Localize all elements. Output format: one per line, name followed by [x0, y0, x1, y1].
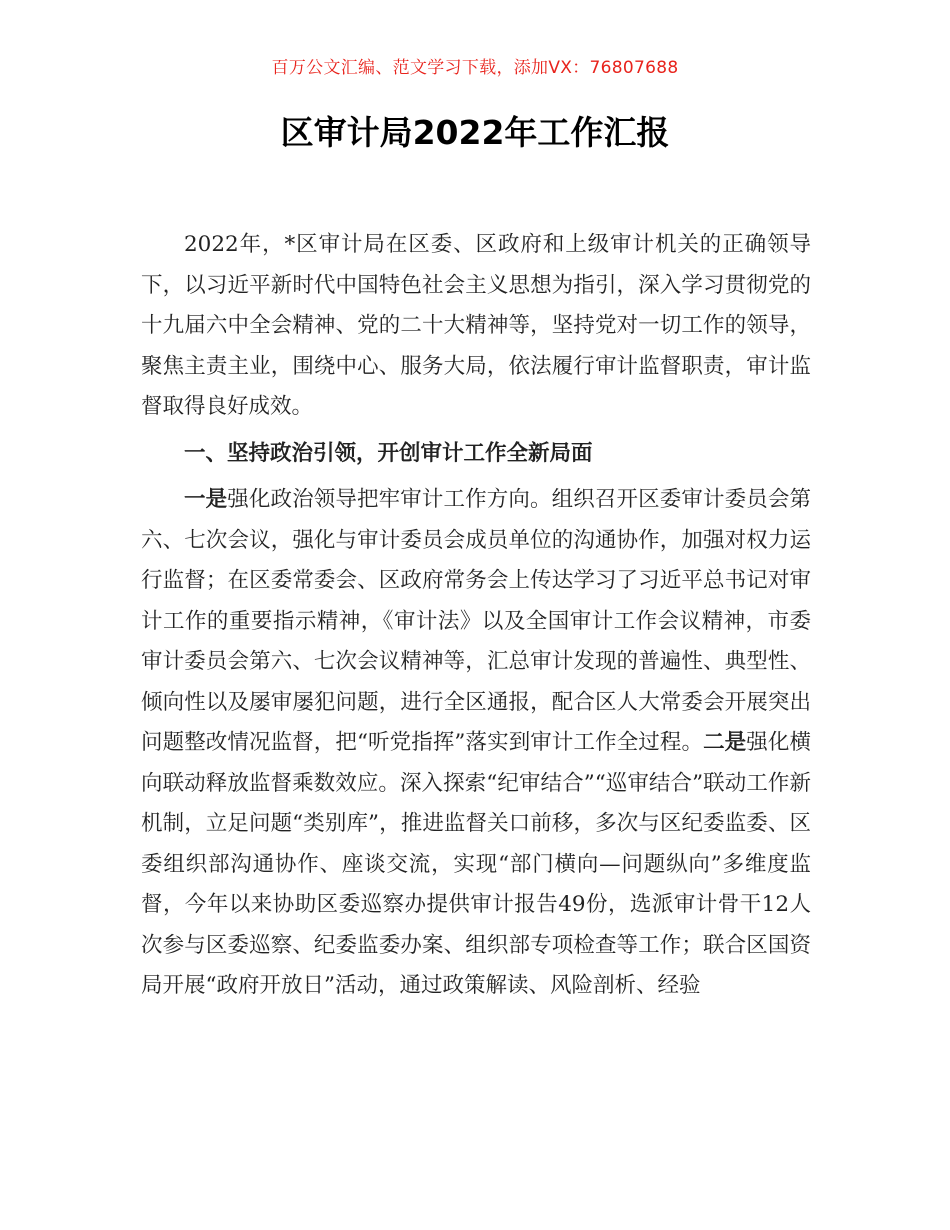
document-body [141, 225, 811, 1010]
lead-phrase-2: 二是 [703, 730, 747, 755]
intro-paragraph: 2022年，*区审计局在区委、区政府和上级审计机关的正确领导下，以习近平新时代中国特色社会主义思想为指引，深入学习贯彻党的十九届六中全会精神、党的二十大精神等，坚持党对一切工作的领导，聚焦主责主业，围绕中心、服务大局，依法履行审计监督职责，审计监督取得良好成效。 [141, 232, 811, 419]
lead-phrase-1: 一是 [184, 487, 228, 512]
section-heading-1: 一、坚持政治引领，开创审计工作全新局面 [184, 440, 593, 466]
document-title: 区审计局2022年工作汇报 [280, 113, 670, 152]
paragraph-text-1: 强化政治领导把牢审计工作方向。组织召开区委审计委员会第六、七次会议，强化与审计委员会成员单位的沟通协作，加强对权力运行监督；在区委常委会、区政府常务会上传达学习了习近平总书记对审计工作的重要指示精神，《审计法》以及全国审计工作会议精神，市委审计委员会第六、七次会议精神等，汇总审计发现的普遍性、典型性、倾向性以及屡审屡犯问题，进行全区通报，配合区人大常委会开展突出问题整改情况监督，把“听党指挥”落实到审计工作全过程。 [141, 487, 811, 755]
paragraph-text-2: 强化横向联动释放监督乘数效应。深入探索“纪审结合”“巡审结合”联动工作新机制，立足问题“类别库”，推进监督关口前移，多次与区纪委监委、区委组织部沟通协作、座谈交流，实现“部门横向—问题纵向”多维度监督，今年以来协助区委巡察办提供审计报告49份，选派审计骨干12人次参与区委巡察、纪委监委办案、组织部专项检查等工作；联合区国资局开展“政府开放日”活动，通过政策解读、风险剖析、经验 [141, 730, 811, 998]
header-promo-note: 百万公文汇编、范文学习下载，添加VX：76807688 [271, 58, 679, 78]
section-1-paragraph [141, 480, 811, 1007]
